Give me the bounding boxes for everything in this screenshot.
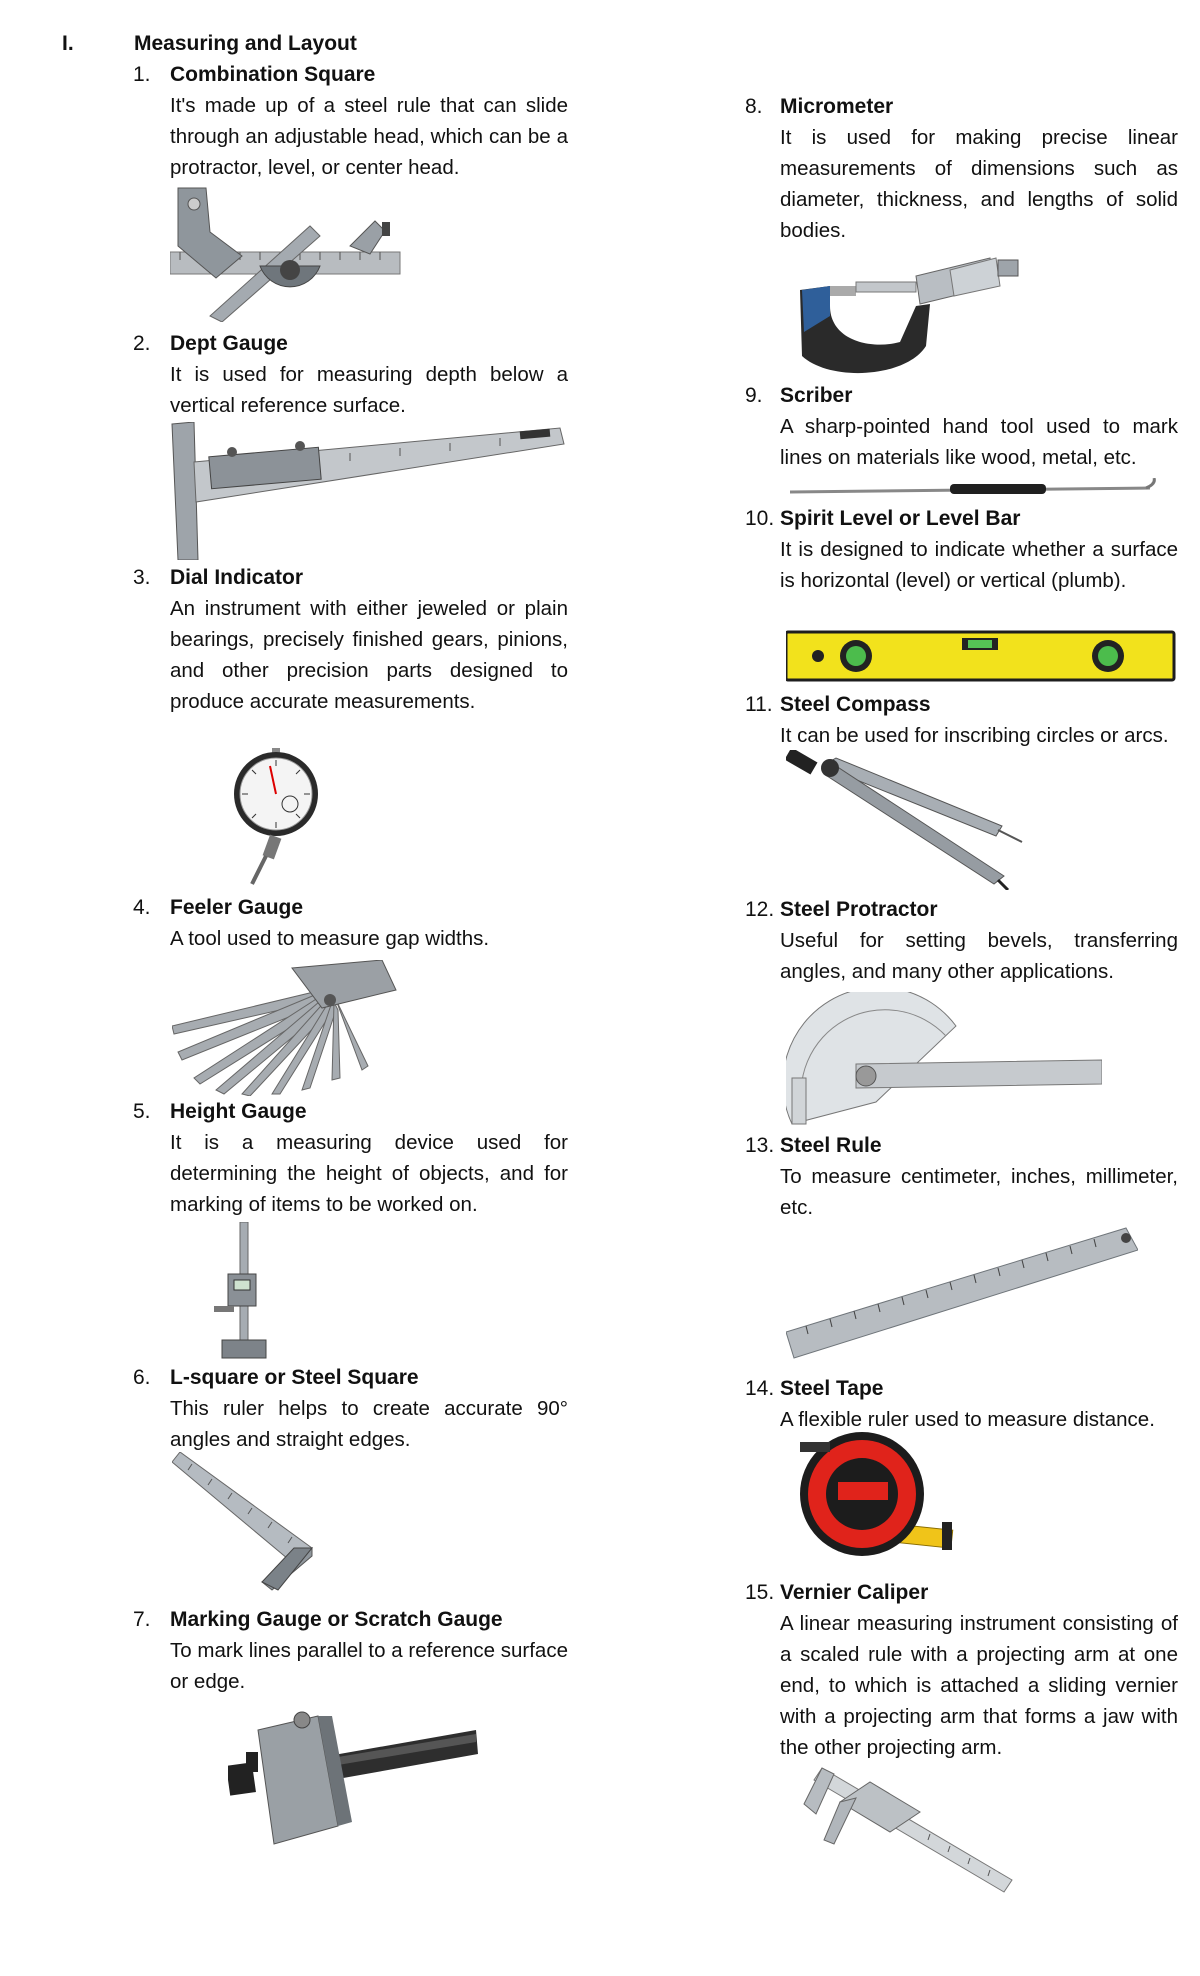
marking-gauge-icon bbox=[228, 1710, 484, 1846]
item-description: Useful for setting bevels, transferring angles, and many other applications. bbox=[780, 929, 1178, 983]
item-description: It can be used for inscribing circles or arcs. bbox=[780, 724, 1169, 747]
compass-icon bbox=[786, 750, 1026, 890]
item-title: Dial Indicator bbox=[170, 566, 304, 589]
section-title: Measuring and Layout bbox=[134, 32, 357, 55]
item-number: 10. bbox=[745, 507, 775, 530]
combination-square-icon bbox=[170, 186, 402, 322]
scriber-icon bbox=[790, 478, 1160, 502]
item-description: A sharp-pointed hand tool used to mark lines on materials like wood, metal, etc. bbox=[780, 415, 1178, 469]
item-description: It is designed to indicate whether a surface is horizontal (level) or vertical (plumb). bbox=[780, 538, 1178, 592]
item-number: 1. bbox=[133, 63, 151, 86]
item-number: 3. bbox=[133, 566, 151, 589]
item-title: Combination Square bbox=[170, 63, 376, 86]
item-title: Height Gauge bbox=[170, 1100, 307, 1123]
spirit-level-icon bbox=[786, 628, 1176, 684]
item-number: 2. bbox=[133, 332, 151, 355]
item-number: 7. bbox=[133, 1608, 151, 1631]
item-title: Steel Tape bbox=[780, 1377, 884, 1400]
item-title: Steel Rule bbox=[780, 1134, 882, 1157]
l-square-icon bbox=[172, 1452, 316, 1592]
steel-tape-icon bbox=[796, 1430, 956, 1570]
item-title: Feeler Gauge bbox=[170, 896, 304, 919]
item-title: Scriber bbox=[780, 384, 853, 407]
feeler-gauge-icon bbox=[172, 960, 398, 1096]
section-numeral: I. bbox=[62, 32, 74, 55]
item-title: Marking Gauge or Scratch Gauge bbox=[170, 1608, 503, 1631]
item-title: Spirit Level or Level Bar bbox=[780, 507, 1021, 530]
height-gauge-icon bbox=[208, 1222, 278, 1362]
item-number: 12. bbox=[745, 898, 775, 921]
item-description: It is used for making precise linear measurements of dimensions such as diameter, thickness, and lengths of solid bodies. bbox=[780, 126, 1178, 242]
item-description: A linear measuring instrument consisting of a scaled rule with a projecting arm at one end, to which is attached a sliding vernier with a projecting arm that forms a jaw with the other projecting arm. bbox=[780, 1612, 1178, 1759]
item-title: Steel Protractor bbox=[780, 898, 938, 921]
item-title: Micrometer bbox=[780, 95, 894, 118]
item-number: 9. bbox=[745, 384, 763, 407]
item-description: An instrument with either jeweled or plain bearings, precisely finished gears, pinions, and other precision parts designed to produce accurate measurements. bbox=[170, 597, 568, 713]
protractor-icon bbox=[786, 992, 1102, 1128]
item-number: 14. bbox=[745, 1377, 775, 1400]
item-description: To mark lines parallel to a reference surface or edge. bbox=[170, 1639, 568, 1693]
item-number: 11. bbox=[745, 693, 773, 716]
depth-gauge-icon bbox=[170, 422, 568, 560]
item-description: It is a measuring device used for determining the height of objects, and for marking of items to be worked on. bbox=[170, 1131, 568, 1216]
steel-rule-icon bbox=[786, 1222, 1138, 1362]
item-description: This ruler helps to create accurate 90° angles and straight edges. bbox=[170, 1397, 568, 1451]
item-description: It is used for measuring depth below a vertical reference surface. bbox=[170, 363, 568, 417]
item-title: L-square or Steel Square bbox=[170, 1366, 419, 1389]
item-description: It's made up of a steel rule that can slide through an adjustable head, which can be a protractor, level, or center head. bbox=[170, 94, 568, 179]
micrometer-icon bbox=[790, 246, 1022, 380]
vernier-caliper-icon bbox=[800, 1762, 1016, 1902]
item-title: Vernier Caliper bbox=[780, 1581, 929, 1604]
item-description: A tool used to measure gap widths. bbox=[170, 927, 490, 950]
item-number: 5. bbox=[133, 1100, 151, 1123]
dial-indicator-icon bbox=[228, 748, 358, 888]
item-title: Dept Gauge bbox=[170, 332, 288, 355]
item-description: A flexible ruler used to measure distance. bbox=[780, 1408, 1155, 1431]
item-number: 4. bbox=[133, 896, 151, 919]
item-number: 8. bbox=[745, 95, 763, 118]
item-number: 6. bbox=[133, 1366, 151, 1389]
item-number: 13. bbox=[745, 1134, 775, 1157]
item-title: Steel Compass bbox=[780, 693, 931, 716]
item-number: 15. bbox=[745, 1581, 775, 1604]
item-description: To measure centimeter, inches, millimeter, etc. bbox=[780, 1165, 1178, 1219]
